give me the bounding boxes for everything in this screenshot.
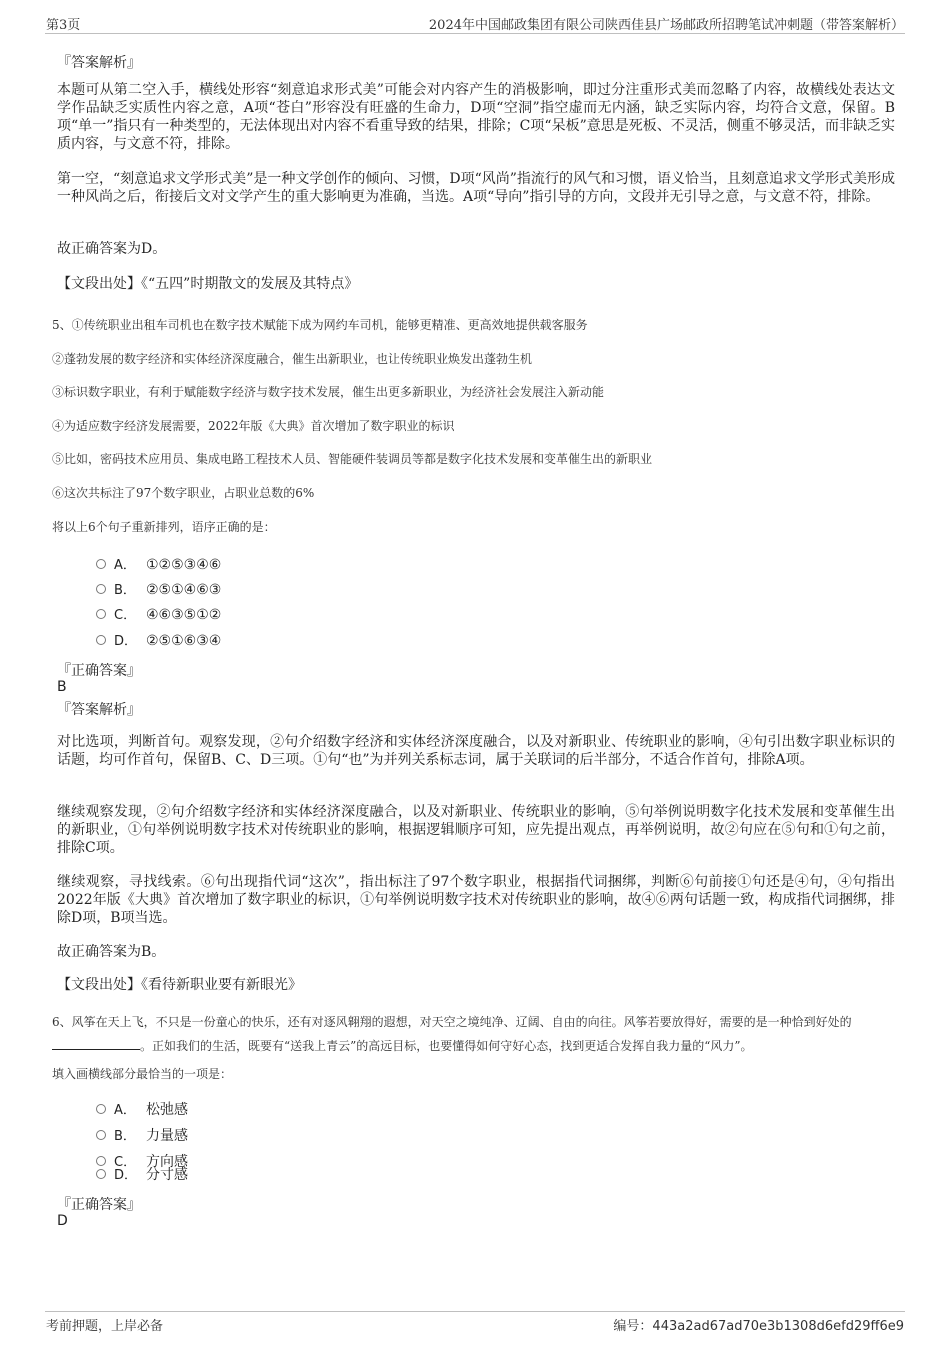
q5-sentence-2: ②蓬勃发展的数字经济和实体经济深度融合，催生出新职业，也让传统职业焕发出蓬勃生机 — [52, 352, 533, 366]
radio-icon[interactable] — [96, 584, 106, 594]
q4-analysis-paragraph-1: 本题可从第二空入手，横线处形容“刻意追求形式美”可能会对内容产生的消极影响，即过分注重形式美而忽略了内容，故横线处表达文学作品缺乏实质性内容之意，A项“苍白”形容没有旺盛的生命力，D项“空洞”指空虚而无内涵，缺乏实际内容，均符合文意，保留。B项“单一”指只有一种类型的，无法体现出对内容不看重导致的结果，排除；C项“呆板”意思是死板、不灵活，侧重不够灵活，而非缺乏实质内容，与文意不符，排除。 — [57, 82, 895, 152]
q4-analysis-paragraph-2: 第一空，“刻意追求文学形式美”是一种文学创作的倾向、习惯，D项“风尚”指流行的风气和习惯，语义恰当，且刻意追求文学形式美形成一种风尚之后，衔接后文对文学产生的重大影响更为准确，当选。A项“导向”指引导的方向，文段并无引导之意，与文意不符，排除。 — [57, 171, 895, 205]
q5-sentence-5: ⑤比如，密码技术应用员、集成电路工程技术人员、智能硬件装调员等都是数字化技术发展和变革催生出的新职业 — [52, 452, 653, 466]
q5-option-a[interactable]: A． ①②⑤③④⑥ — [96, 556, 221, 574]
q5-analysis-label: 『答案解析』 — [57, 702, 141, 718]
q5-analysis-paragraph-1: 对比选项，判断首句。观察发现，②句介绍数字经济和实体经济深度融合，以及对新职业、传统职业的影响，④句引出数字职业标识的话题，均可作首句，保留B、C、D三项。①句“也”为并列关系标志词，属于关联词的后半部分，不适合作首句，排除A项。 — [57, 734, 895, 768]
q6-stem: 6、风筝在天上飞，不只是一份童心的快乐，还有对逐风翱翔的遐想，对天空之境纯净、辽阔、自由的向往。风筝若要放得好，需要的是一种恰到好处的。正如我们的生活，既要有“送我上青云”的高远目标，也要懂得如何守好心态，找到更适合发挥自我力量的“风力”。 — [52, 1015, 852, 1053]
radio-icon[interactable] — [96, 559, 106, 569]
q4-conclusion: 故正确答案为D。 — [57, 241, 167, 257]
q6-answer: D — [57, 1213, 68, 1229]
q6-option-b[interactable]: B． 力量感 — [96, 1127, 188, 1145]
q5-sentence-3: ③标识数字职业，有利于赋能数字经济与数字技术发展，催生出更多新职业，为经济社会发展注入新动能 — [52, 385, 605, 399]
q5-answer: B — [57, 679, 67, 695]
q6-answer-label: 『正确答案』 — [57, 1197, 141, 1213]
q5-option-c[interactable]: C． ④⑥③⑤①② — [96, 606, 221, 624]
radio-icon[interactable] — [96, 635, 106, 645]
q5-answer-label: 『正确答案』 — [57, 663, 141, 679]
q5-conclusion: 故正确答案为B。 — [57, 944, 166, 960]
q5-option-d[interactable]: D． ②⑤①⑥③④ — [96, 632, 221, 650]
radio-icon[interactable] — [96, 609, 106, 619]
page-number: 第3页 — [46, 18, 81, 33]
radio-icon[interactable] — [96, 1104, 106, 1114]
q5-sentence-1: 5、①传统职业出租车司机也在数字技术赋能下成为网约车司机，能够更精准、更高效地提供载客服务 — [52, 318, 588, 332]
q6-option-d[interactable]: D． 分寸感 — [96, 1166, 188, 1184]
q5-sentence-4: ④为适应数字经济发展需要，2022年版《大典》首次增加了数字职业的标识 — [52, 419, 455, 433]
footer-divider — [45, 1311, 905, 1312]
q5-source: 【文段出处】《看待新职业要有新眼光》 — [57, 977, 302, 993]
q6-option-a[interactable]: A． 松弛感 — [96, 1101, 188, 1119]
q6-prompt: 填入画横线部分最恰当的一项是： — [52, 1067, 233, 1081]
q6-option-c[interactable]: C． 方向感 — [96, 1153, 188, 1171]
q5-prompt: 将以上6个句子重新排列，语序正确的是： — [52, 520, 276, 534]
q4-source: 【文段出处】《“五四”时期散文的发展及其特点》 — [57, 276, 359, 292]
q5-option-b[interactable]: B． ②⑤①④⑥③ — [96, 581, 221, 599]
fill-blank — [52, 1037, 140, 1050]
q4-analysis-label: 『答案解析』 — [57, 55, 141, 71]
header-divider — [45, 33, 905, 34]
q5-sentence-6: ⑥这次共标注了97个数字职业，占职业总数的6% — [52, 486, 315, 500]
q5-analysis-paragraph-3: 继续观察，寻找线索。⑥句出现指代词“这次”，指出标注了97个数字职业，根据指代词捆绑，判断⑥句前接①句还是④句，④句指出2022年版《大典》首次增加了数字职业的标识，①句举例说明数字技术对传统职业的影响，故④⑥两句话题一致，构成指代词捆绑，排除D项，B项当选。 — [57, 874, 895, 926]
q5-analysis-paragraph-2: 继续观察发现，②句介绍数字经济和实体经济深度融合，以及对新职业、传统职业的影响，⑤句举例说明数字化技术发展和变革催生出的新职业，①句举例说明数字技术对传统职业的影响，根据逻辑顺序可知，应先提出观点，再举例说明，故②句应在⑤句和①句之前，排除C项。 — [57, 804, 895, 856]
radio-icon[interactable] — [96, 1169, 106, 1179]
document-code: 编号：443a2ad67ad70e3b1308d6efd29ff6e9 — [613, 1319, 904, 1334]
footer-slogan: 考前押题，上岸必备 — [46, 1319, 164, 1334]
radio-icon[interactable] — [96, 1156, 106, 1166]
document-title: 2024年中国邮政集团有限公司陕西佳县广场邮政所招聘笔试冲刺题（带答案解析） — [428, 18, 904, 33]
radio-icon[interactable] — [96, 1130, 106, 1140]
